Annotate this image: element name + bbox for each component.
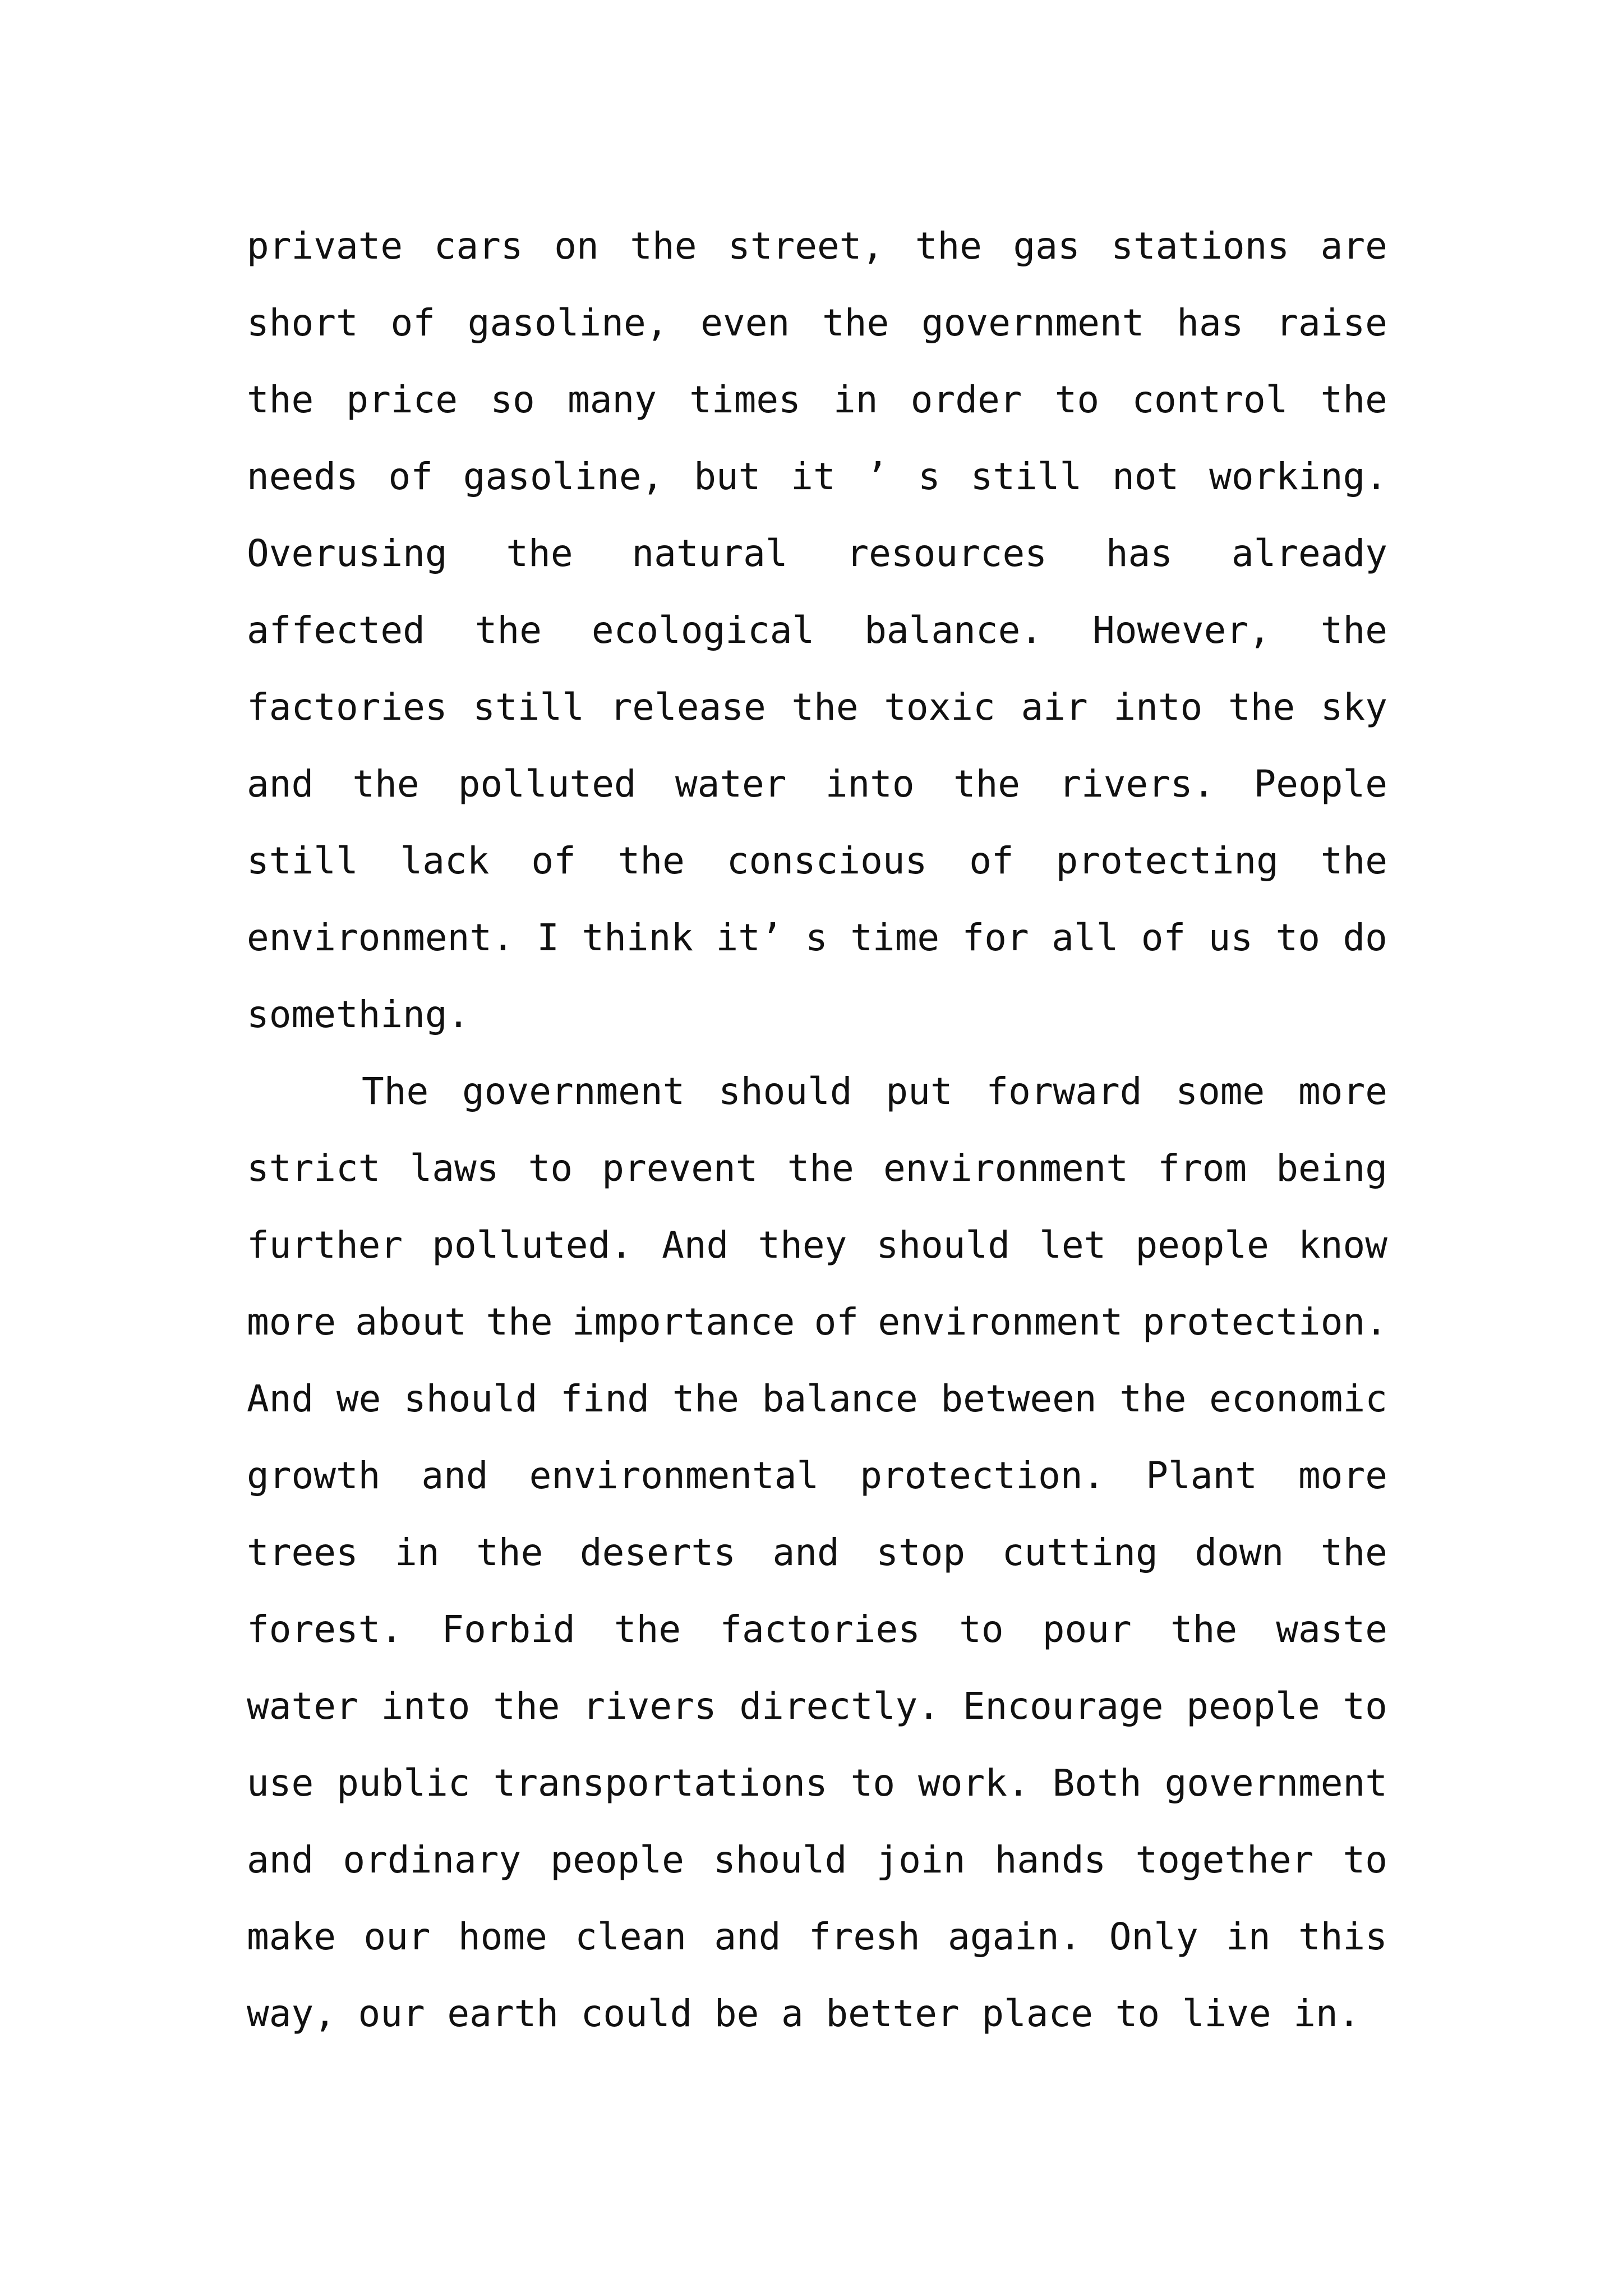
word: of (814, 1300, 859, 1343)
word: people (1186, 1685, 1320, 1728)
word: of (969, 839, 1014, 882)
word: to (1275, 916, 1320, 959)
word: more (1298, 1454, 1387, 1497)
word: price (346, 378, 458, 421)
word: still (970, 455, 1082, 498)
word: the (1320, 1531, 1387, 1574)
word: natural (631, 532, 788, 575)
essay-body (247, 208, 1387, 2052)
word: for (962, 916, 1029, 959)
word: Forbid (441, 1608, 575, 1651)
word: better (826, 1992, 960, 2035)
word: about (355, 1300, 467, 1343)
word: balance (762, 1377, 918, 1420)
word: together (1135, 1838, 1314, 1881)
text-line (247, 746, 1387, 822)
word: s (918, 455, 940, 498)
word: the (617, 839, 685, 882)
word: all (1052, 916, 1119, 959)
word: trees (247, 1531, 358, 1574)
word: balance. (864, 609, 1043, 652)
word: street, (728, 224, 884, 268)
word: to (528, 1147, 573, 1190)
word: to (1054, 378, 1100, 421)
word: the (1320, 378, 1387, 421)
word: find (560, 1377, 650, 1420)
word: it (791, 455, 836, 498)
word: live (1182, 1992, 1271, 2035)
word: times (689, 378, 801, 421)
word: being (1276, 1147, 1387, 1190)
word: let (1039, 1223, 1106, 1267)
word: private (247, 224, 403, 268)
word: something. (247, 993, 470, 1036)
word: on (554, 224, 599, 268)
word: a (781, 1992, 804, 2035)
word: to (1343, 1838, 1387, 1881)
word: are (1320, 224, 1387, 268)
text-line (247, 361, 1387, 438)
word: the (1228, 685, 1295, 729)
word: waste (1276, 1608, 1387, 1651)
word: government (1164, 1761, 1387, 1805)
text-line (247, 669, 1387, 746)
text-line (247, 899, 1387, 976)
word: and (247, 762, 314, 806)
word: fresh (808, 1915, 920, 1958)
paragraph (247, 208, 1387, 1053)
word: earth (447, 1992, 559, 2035)
word: has (1177, 301, 1244, 344)
word: in (833, 378, 878, 421)
word: the (352, 762, 419, 806)
word: sky (1320, 685, 1387, 729)
word: do (1343, 916, 1387, 959)
word: polluted. (432, 1223, 633, 1267)
word: clean (575, 1915, 686, 1958)
word: our (358, 1992, 425, 2035)
word: People (1253, 762, 1387, 806)
word: order (910, 378, 1022, 421)
word: to (1115, 1992, 1160, 2035)
word: prevent (602, 1147, 758, 1190)
word: and (421, 1454, 488, 1497)
word: us (1208, 916, 1253, 959)
word: think (582, 916, 694, 959)
word: growth (247, 1454, 381, 1497)
word: to (959, 1608, 1004, 1651)
word: environment (883, 1147, 1129, 1190)
word: short (247, 301, 358, 344)
text-line (247, 1437, 1387, 1514)
word: be (714, 1992, 759, 2035)
word: forward (986, 1070, 1142, 1113)
word: environment. (247, 916, 514, 959)
word: deserts (579, 1531, 736, 1574)
word: we (336, 1377, 381, 1420)
word: factories (247, 685, 448, 729)
word: forest. (247, 1608, 403, 1651)
word: the (1320, 839, 1387, 882)
word: ordinary (343, 1838, 522, 1881)
word: directly. (739, 1685, 940, 1728)
word: toxic (884, 685, 995, 729)
word: further (247, 1223, 403, 1267)
word: still (247, 839, 358, 882)
word: again. (947, 1915, 1082, 1958)
word: Both (1052, 1761, 1142, 1805)
text-line (247, 515, 1387, 592)
word: conscious (726, 839, 928, 882)
word: the (672, 1377, 739, 1420)
word: many (568, 378, 657, 421)
text-line (247, 1360, 1387, 1437)
word: and (714, 1915, 781, 1958)
word: make (247, 1915, 336, 1958)
word: the (915, 224, 982, 268)
word: work. (918, 1761, 1030, 1805)
word: control (1132, 378, 1288, 421)
word: of (390, 301, 435, 344)
word: the (787, 1147, 854, 1190)
word: polluted (458, 762, 637, 806)
word: s (805, 916, 828, 959)
word: government (921, 301, 1145, 344)
text-line (247, 1745, 1387, 1821)
text-line (247, 1898, 1387, 1975)
word: know (1298, 1223, 1387, 1267)
word: and (247, 1838, 314, 1881)
word: factories (720, 1608, 920, 1651)
text-line (247, 438, 1387, 515)
text-line (247, 208, 1387, 284)
word: ecological (591, 609, 815, 652)
text-line (247, 1668, 1387, 1745)
word: should (718, 1070, 852, 1113)
word: rivers (583, 1685, 717, 1728)
word: protecting (1055, 839, 1279, 882)
text-line (247, 592, 1387, 669)
word: it’ (716, 916, 783, 959)
word: strict (247, 1147, 381, 1190)
text-line (247, 1207, 1387, 1283)
word: even (700, 301, 790, 344)
word: environment (878, 1300, 1123, 1343)
word: to (1343, 1685, 1387, 1728)
word: and (772, 1531, 840, 1574)
word: of (531, 839, 576, 882)
word: government (462, 1070, 685, 1113)
word: time (850, 916, 940, 959)
word: affected (247, 609, 425, 652)
text-line (247, 1975, 1387, 2052)
word: down (1195, 1531, 1284, 1574)
word: environmental (529, 1454, 819, 1497)
word: people (550, 1838, 684, 1881)
word: should (713, 1838, 847, 1881)
word: Overusing (247, 532, 448, 575)
text-line (247, 1514, 1387, 1591)
text-line (247, 1283, 1387, 1360)
word: in. (1293, 1992, 1361, 2035)
word: public (336, 1761, 471, 1805)
text-line (247, 1591, 1387, 1668)
word: should (876, 1223, 1010, 1267)
word: not (1112, 455, 1179, 498)
word: place (981, 1992, 1094, 2035)
word: And (247, 1377, 314, 1420)
word: economic (1209, 1377, 1387, 1420)
word: should (404, 1377, 538, 1420)
word: resources (846, 532, 1048, 575)
word: the (822, 301, 889, 344)
word: in (1226, 1915, 1271, 1958)
word: people (1135, 1223, 1269, 1267)
word: in (395, 1531, 440, 1574)
word: this (1298, 1915, 1387, 1958)
word: the (614, 1608, 681, 1651)
word: but (694, 455, 761, 498)
word: the (791, 685, 859, 729)
word: hands (994, 1838, 1106, 1881)
word: the (474, 609, 542, 652)
word: join (876, 1838, 966, 1881)
word: gas (1013, 224, 1080, 268)
text-line (247, 1821, 1387, 1898)
word: more (1298, 1070, 1387, 1113)
word: Plant (1146, 1454, 1257, 1497)
word: use (247, 1761, 314, 1805)
word: I (537, 916, 559, 959)
word: protection. (1142, 1300, 1387, 1343)
word: The (362, 1070, 429, 1113)
word: of (388, 455, 433, 498)
word: from (1158, 1147, 1247, 1190)
word: lack (400, 839, 490, 882)
word: However, (1092, 609, 1271, 652)
text-line (247, 1130, 1387, 1207)
word: between (940, 1377, 1097, 1420)
word: the (953, 762, 1021, 806)
word: more (247, 1300, 336, 1343)
word: water (675, 762, 787, 806)
text-line (247, 284, 1387, 361)
word: air (1021, 685, 1088, 729)
word: gasoline, (463, 455, 664, 498)
word: gasoline, (467, 301, 668, 344)
word: way, (247, 1992, 336, 2035)
word: into (825, 762, 915, 806)
word: the (1119, 1377, 1187, 1420)
word: ’ (865, 455, 888, 498)
word: the (247, 378, 314, 421)
word: And (662, 1223, 729, 1267)
word: working. (1209, 455, 1387, 498)
word: raise (1276, 301, 1387, 344)
word: could (580, 1992, 693, 2035)
paragraph (247, 1053, 1387, 2052)
word: the (1170, 1608, 1238, 1651)
word: cutting (1002, 1531, 1158, 1574)
word: water (247, 1685, 358, 1728)
word: pour (1042, 1608, 1132, 1651)
word: importance (571, 1300, 795, 1343)
word: they (758, 1223, 847, 1267)
word: into (1113, 685, 1203, 729)
word: Encourage (962, 1685, 1164, 1728)
word: to (850, 1761, 896, 1805)
word: needs (247, 455, 358, 498)
word: put (886, 1070, 953, 1113)
word: Only (1109, 1915, 1198, 1958)
text-line (247, 976, 1387, 1053)
word: the (493, 1685, 560, 1728)
word: so (490, 378, 535, 421)
word: home (458, 1915, 547, 1958)
word: protection. (860, 1454, 1105, 1497)
word: laws (409, 1147, 499, 1190)
word: into (381, 1685, 471, 1728)
word: our (363, 1915, 431, 1958)
word: the (1320, 609, 1387, 652)
word: stations (1111, 224, 1290, 268)
word: the (630, 224, 697, 268)
word: of (1141, 916, 1186, 959)
word: has (1105, 532, 1173, 575)
text-line (247, 822, 1387, 899)
word: release (610, 685, 766, 729)
word: cars (434, 224, 523, 268)
word: already (1231, 532, 1387, 575)
text-line (247, 1053, 1387, 1130)
word: the (486, 1300, 553, 1343)
word: stop (876, 1531, 966, 1574)
word: transportations (493, 1761, 828, 1805)
word: some (1175, 1070, 1265, 1113)
word: the (506, 532, 573, 575)
word: rivers. (1059, 762, 1215, 806)
word: the (476, 1531, 543, 1574)
word: still (473, 685, 584, 729)
